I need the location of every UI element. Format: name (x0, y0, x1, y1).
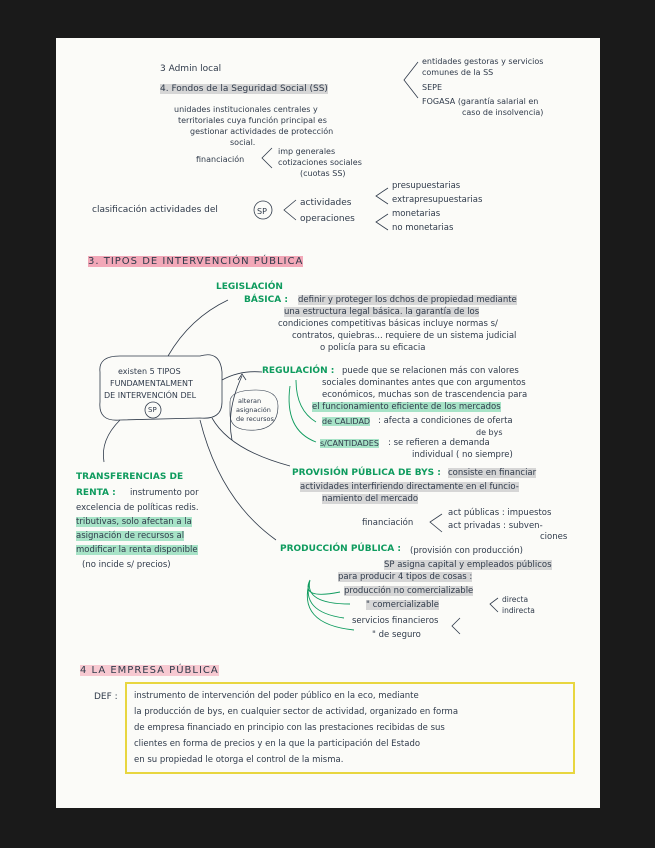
clasif-actividades: actividades (300, 198, 352, 208)
def-line-2: la producción de bys, en cualquier sector de actividad, organizado en forma (134, 707, 459, 717)
prod-sub: (provisión con producción) (410, 546, 523, 556)
admin-local: 3 Admin local (160, 64, 222, 74)
leg-line-5: o policía para su eficacia (320, 343, 426, 353)
fondos-ss: 4. Fondos de la Seguridad Social (SS) (160, 84, 328, 94)
leg-line-2: una estructura legal básica. la garantía de los (284, 307, 480, 317)
prod-indirecta: indirecta (502, 606, 535, 615)
cantidades-label: s/CANTIDADES (320, 439, 379, 448)
cotizaciones: cotizaciones sociales (278, 158, 362, 167)
prov-privadas: act privadas : subven- (448, 521, 543, 531)
prod-no-comerc: producción no comercializable (344, 586, 474, 596)
legislacion-title-2: BÁSICA : (244, 295, 288, 305)
calidad-text-1: : afecta a condiciones de oferta (378, 416, 513, 426)
prov-line-1: consiste en financiar (448, 468, 537, 478)
sepe: SEPE (422, 83, 443, 92)
prod-directa: directa (502, 595, 529, 604)
def-line-4: clientes en forma de precios y en la que la participación del Estado (134, 739, 421, 749)
prod-line-2: para producir 4 tipos de cosas : (338, 572, 473, 582)
prov-line-2: actividades interfiriendo directamente en el funcio- (300, 482, 519, 492)
trans-line-2: excelencia de políticas redis. (76, 503, 199, 513)
calidad-text-2: de bys (476, 428, 503, 437)
def-line-5: en su propiedad le otorga el control de la misma. (134, 755, 344, 765)
prov-line-3: namiento del mercado (322, 494, 419, 504)
leg-line-3: condiciones competitivas básicas incluye normas s/ (278, 319, 498, 329)
def-line-3: de empresa financiado en principio con las prestaciones recibidas de sus (134, 723, 445, 733)
unidades-1: unidades institucionales centrales y (174, 105, 318, 114)
center-text-3: DE INTERVENCIÓN DEL (104, 391, 197, 400)
cantidades-text-2: individual ( no siempre) (412, 450, 513, 460)
transferencias-title-2: RENTA : (76, 488, 116, 498)
reg-line-2: sociales dominantes antes que con argumentos (322, 378, 526, 388)
prov-privadas-2: ciones (540, 532, 568, 542)
prov-financiacion: financiación (362, 518, 414, 528)
trans-line-4: asignación de recursos al (76, 531, 185, 541)
center-sp: SP (148, 406, 157, 414)
prod-servicios: servicios financieros (352, 616, 439, 626)
legislacion-title-1: LEGISLACIÓN (216, 282, 283, 292)
reg-line-3: económicos, muchas son de trascendencia para (322, 390, 528, 400)
reg-line-4: el funcionamiento eficiente de los mercados (312, 402, 501, 412)
cuotas-ss: (cuotas SS) (300, 169, 346, 178)
section-4-title: 4 LA EMPRESA PÚBLICA (80, 665, 219, 676)
clasif-presup: presupuestarias (392, 181, 461, 191)
entidades-2: comunes de la SS (422, 68, 494, 77)
fogasa-2: caso de insolvencia) (462, 108, 544, 117)
trans-line-5: modificar la renta disponible (76, 545, 198, 555)
provision-title: PROVISIÓN PÚBLICA DE BYS : (292, 468, 441, 478)
leg-line-4: contratos, quiebras... requiere de un sistema judicial (292, 331, 517, 341)
section-3-title: 3. TIPOS DE INTERVENCIÓN PÚBLICA (88, 256, 304, 267)
prod-line-1: SP asigna capital y empleados públicos (384, 560, 552, 570)
unidades-4: social. (230, 138, 256, 147)
trans-line-1: instrumento por (130, 488, 199, 498)
alteran-3: de recursos (236, 415, 274, 423)
fogasa-1: FOGASA (garantía salarial en (422, 97, 539, 106)
clasif-operaciones: operaciones (300, 214, 355, 224)
trans-line-3: tributivas, solo afectan a la (76, 517, 192, 527)
regulacion-title: REGULACIÓN : (262, 366, 335, 376)
entidades-1: entidades gestoras y servicios (422, 57, 544, 66)
prod-comerc: " comercializable (366, 600, 439, 610)
unidades-3: gestionar actividades de protección (190, 127, 334, 136)
leg-line-1: definir y proteger los dchos de propiedad mediante (298, 295, 517, 305)
alteran-1: alteran (238, 397, 262, 405)
clasif-no-monetarias: no monetarias (392, 223, 454, 233)
cantidades-text-1: : se refieren a demanda (388, 438, 490, 448)
reg-line-1: puede que se relacionen más con valores (342, 366, 519, 376)
clasif-extra: extrapresupuestarias (392, 195, 483, 205)
financiacion-label: financiación (196, 155, 245, 164)
prov-publicas: act públicas : impuestos (448, 508, 552, 518)
clasif-sp: SP (257, 207, 267, 216)
clasif-monetarias: monetarias (392, 209, 441, 219)
clasif-label: clasificación actividades del (92, 205, 218, 215)
center-text-2: FUNDAMENTALMENT (110, 379, 193, 388)
prod-seguro: " de seguro (372, 630, 421, 640)
unidades-2: territoriales cuya función principal es (178, 116, 327, 125)
trans-line-6: (no incide s/ precios) (82, 560, 171, 570)
def-line-1: instrumento de intervención del poder público en la eco, mediante (134, 691, 419, 701)
def-label: DEF : (94, 692, 118, 702)
produccion-title: PRODUCCIÓN PÚBLICA : (280, 544, 401, 554)
imp-generales: imp generales (278, 147, 336, 156)
calidad-label: de CALIDAD (322, 417, 371, 426)
transferencias-title-1: TRANSFERENCIAS DE (76, 472, 184, 482)
alteran-2: asignación (236, 406, 271, 414)
center-text-1: existen 5 TIPOS (118, 367, 181, 376)
